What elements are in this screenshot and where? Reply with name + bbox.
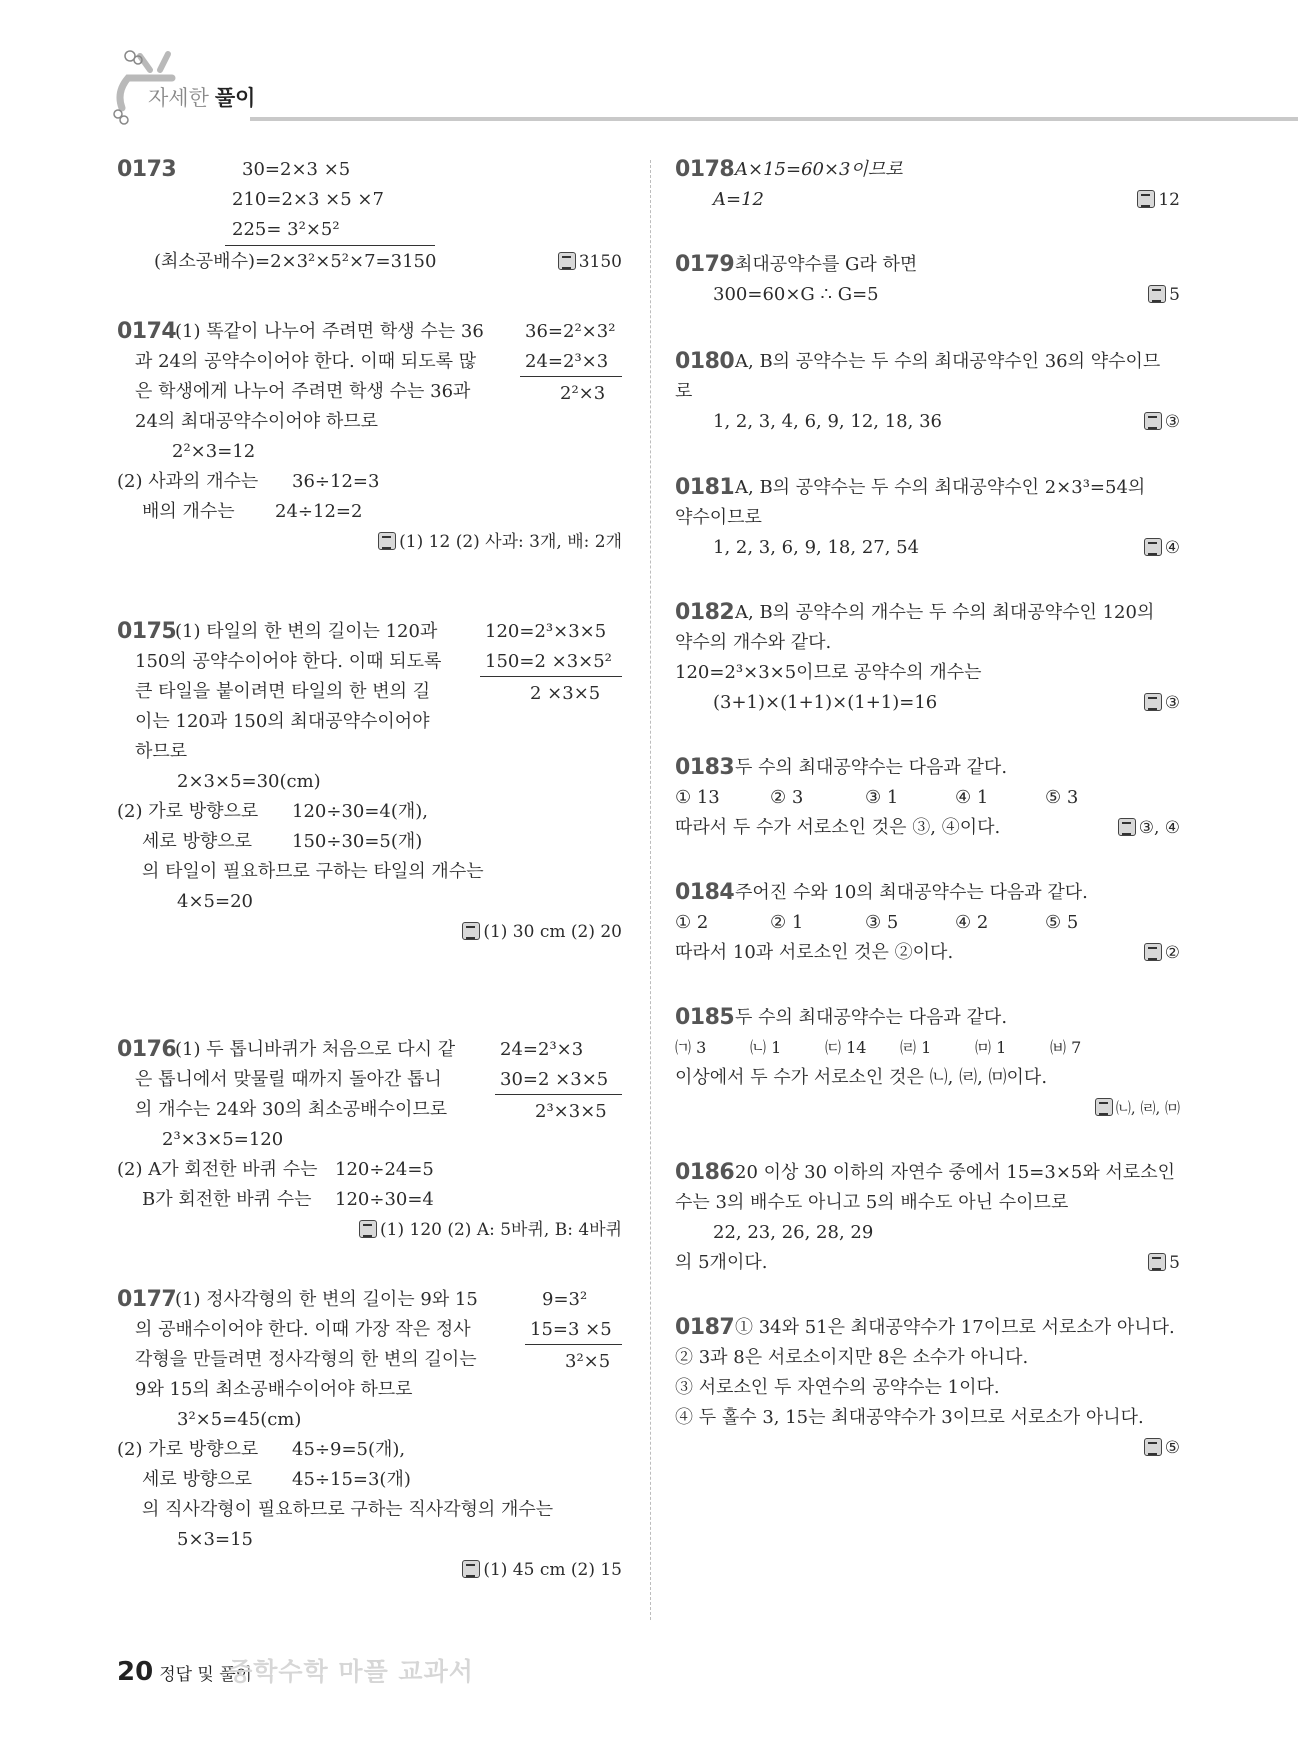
answer-mark-icon [462, 922, 480, 940]
text-line: 이상에서 두 수가 서로소인 것은 ㈁, ㈃, ㈄이다. [675, 1067, 1048, 1088]
text-line: ④ 두 홀수 3, 15는 최대공약수가 3이므로 서로소가 아니다. [675, 1407, 1144, 1428]
text-line: 120÷24=5 [335, 1159, 434, 1180]
text-line: 은 톱니에서 맞물릴 때까지 돌아간 톱니 [135, 1069, 442, 1090]
factor-line: 2³×3×5 [535, 1101, 607, 1122]
header-rule [250, 117, 1298, 121]
text-line: (2) A가 회전한 바퀴 수는 [117, 1159, 318, 1180]
answer: (1) 30 cm (2) 20 [462, 917, 622, 947]
text-line: A=12 [713, 189, 764, 210]
text-line: 9와 15의 최소공배수이어야 하므로 [135, 1379, 413, 1400]
option: ③ 1 [865, 787, 899, 808]
option: ② 1 [770, 912, 804, 933]
text-line: 세로 방향으로 [142, 831, 253, 852]
text-line: 3²×5=45(cm) [177, 1409, 302, 1430]
text-line: 120÷30=4(개), [292, 801, 429, 822]
factor-rule [225, 245, 435, 246]
answer-mark-icon [378, 532, 396, 550]
text-line: ② 3과 8은 서로소이지만 8은 소수가 아니다. [675, 1347, 1029, 1368]
text-line: 150÷30=5(개) [292, 831, 423, 852]
text-line: 150의 공약수이어야 한다. 이때 되도록 [135, 651, 442, 672]
factor-line: 120=2³×3×5 [485, 621, 607, 642]
factor-line: 225= 3²×5² [232, 219, 340, 240]
page-number: 20 [117, 1657, 154, 1687]
text-line: A×15=60×3이므로 [735, 159, 903, 180]
option: ㈀ 3 [675, 1038, 707, 1057]
text-line: 120÷30=4 [335, 1189, 434, 1210]
text-line: 120=2³×3×5이므로 공약수의 개수는 [675, 662, 982, 683]
text-line: (3+1)×(1+1)×(1+1)=16 [713, 692, 938, 713]
answer: ③ [1144, 688, 1180, 718]
text-line: 4×5=20 [177, 891, 253, 912]
text-line: (1) 두 톱니바퀴가 처음으로 다시 같 [175, 1039, 456, 1060]
text-line: 의 개수는 24와 30의 최소공배수이므로 [135, 1099, 448, 1120]
text-line: (1) 정사각형의 한 변의 길이는 9와 15 [175, 1289, 478, 1310]
text-line: 36÷12=3 [292, 471, 380, 492]
answer: 12 [1137, 185, 1180, 215]
option: ㈁ 1 [750, 1038, 782, 1057]
text-line: 2³×3×5=120 [162, 1129, 284, 1150]
factor-line: 3²×5 [565, 1351, 611, 1372]
text-line: 45÷15=3(개) [292, 1469, 411, 1490]
text-line: B가 회전한 바퀴 수는 [142, 1189, 312, 1210]
option: ② 3 [770, 787, 804, 808]
text-line: 1, 2, 3, 6, 9, 18, 27, 54 [713, 537, 920, 558]
answer-mark-icon [1144, 693, 1162, 711]
text-line: A, B의 공약수의 개수는 두 수의 최대공약수인 120의 [735, 602, 1155, 623]
option: ㈂ 14 [825, 1038, 867, 1057]
problem-number: 0180 [675, 349, 735, 374]
answer-mark-icon [1118, 818, 1136, 836]
text-line: (1) 타일의 한 변의 길이는 120과 [175, 621, 438, 642]
text-line: 최대공약수를 G라 하면 [735, 254, 918, 275]
page-footer [117, 1652, 474, 1686]
problem-number: 0185 [675, 1005, 735, 1030]
answer-mark-icon [462, 1560, 480, 1578]
text-line: 5×3=15 [177, 1529, 253, 1550]
problem-number: 0182 [675, 600, 735, 625]
option: ④ 2 [955, 912, 989, 933]
problem-number: 0178 [675, 157, 735, 182]
option: ⑤ 3 [1045, 787, 1079, 808]
page-header [0, 0, 1298, 140]
option: ① 2 [675, 912, 709, 933]
answer-mark-icon [1137, 190, 1155, 208]
option: ③ 5 [865, 912, 899, 933]
answer-mark-icon [1095, 1098, 1113, 1116]
factor-line: 30=2×3 ×5 [242, 159, 351, 180]
factor-line: 36=2²×3² [525, 321, 616, 342]
factor-line: 2²×3 [560, 383, 606, 404]
text-line: 의 5개이다. [675, 1252, 768, 1273]
factor-line: 150=2 ×3×5² [485, 651, 612, 672]
problem-number: 0184 [675, 880, 735, 905]
problem-number: 0187 [675, 1315, 735, 1340]
text-line: 의 공배수이어야 한다. 이때 가장 작은 정사 [135, 1319, 471, 1340]
footer-label: 정답 및 풀이 [159, 1665, 253, 1685]
text-line: 로 [675, 381, 693, 402]
answer: 3150 [558, 247, 622, 277]
answer-mark-icon [1148, 285, 1166, 303]
factor-rule [525, 1344, 622, 1345]
factor-line: 24=2³×3 [500, 1039, 584, 1060]
text-line: (2) 가로 방향으로 [117, 1439, 259, 1460]
problem-number: 0173 [117, 157, 177, 182]
answer: 5 [1148, 1248, 1180, 1278]
answer: 5 [1148, 280, 1180, 310]
footer-brand: 중학수학 마플 교과서 [228, 1657, 474, 1686]
text-line: 의 직사각형이 필요하므로 구하는 직사각형의 개수는 [142, 1499, 554, 1520]
answer: ⑤ [1144, 1433, 1180, 1463]
problem-number: 0175 [117, 619, 177, 644]
answer: ② [1144, 938, 1180, 968]
text-line: 과 24의 공약수이어야 한다. 이때 되도록 많 [135, 351, 477, 372]
text-line: A, B의 공약수는 두 수의 최대공약수인 36의 약수이므 [735, 351, 1161, 372]
factor-line: 9=3² [542, 1289, 588, 1310]
answer: (1) 12 (2) 사과: 3개, 배: 2개 [378, 527, 622, 557]
text-line: 각형을 만들려면 정사각형의 한 변의 길이는 [135, 1349, 477, 1370]
answer-mark-icon [359, 1220, 377, 1238]
text-line: 2²×3=12 [172, 441, 256, 462]
text-line: 24÷12=2 [275, 501, 363, 522]
factor-line: 24=2³×3 [525, 351, 609, 372]
answer-mark-icon [1148, 1253, 1166, 1271]
text-line: (2) 사과의 개수는 [117, 471, 259, 492]
option: ⑤ 5 [1045, 912, 1079, 933]
problem-number: 0174 [117, 319, 177, 344]
factor-rule [520, 376, 622, 377]
result-line: (최소공배수)=2×3²×5²×7=3150 [154, 251, 437, 272]
factor-line: 15=3 ×5 [530, 1319, 612, 1340]
problem-number: 0177 [117, 1287, 177, 1312]
answer: ③, ④ [1118, 813, 1180, 843]
text-line: 22, 23, 26, 28, 29 [713, 1222, 874, 1243]
problem-number: 0186 [675, 1160, 735, 1185]
text-line: 주어진 수와 10의 최대공약수는 다음과 같다. [735, 882, 1088, 903]
answer-mark-icon [1144, 1438, 1162, 1456]
text-line: 45÷9=5(개), [292, 1439, 406, 1460]
answer-mark-icon [1144, 943, 1162, 961]
text-line: 두 수의 최대공약수는 다음과 같다. [735, 1007, 1008, 1028]
factor-line: 2 ×3×5 [530, 683, 601, 704]
text-line: 세로 방향으로 [142, 1469, 253, 1490]
answer-mark-icon [1144, 412, 1162, 430]
text-line: 두 수의 최대공약수는 다음과 같다. [735, 757, 1008, 778]
option: ④ 1 [955, 787, 989, 808]
factor-rule [480, 676, 622, 677]
text-line: 따라서 10과 서로소인 것은 ②이다. [675, 942, 954, 963]
problem-number: 0179 [675, 252, 735, 277]
problem-number: 0181 [675, 475, 735, 500]
text-line: ③ 서로소인 두 자연수의 공약수는 1이다. [675, 1377, 1000, 1398]
text-line: 24의 최대공약수이어야 하므로 [135, 411, 379, 432]
answer: (1) 45 cm (2) 15 [462, 1555, 622, 1585]
text-line: 수는 3의 배수도 아니고 5의 배수도 아닌 수이므로 [675, 1192, 1069, 1213]
text-line: 300=60×G ∴ G=5 [713, 284, 879, 305]
text-line: 1, 2, 3, 4, 6, 9, 12, 18, 36 [713, 411, 942, 432]
answer-mark-icon [558, 252, 576, 270]
text-line: 하므로 [135, 741, 188, 762]
text-line: A, B의 공약수는 두 수의 최대공약수인 2×3³=54의 [735, 477, 1146, 498]
factor-line: 30=2 ×3×5 [500, 1069, 609, 1090]
text-line: 큰 타일을 붙이려면 타일의 한 변의 길 [135, 681, 431, 702]
answer: ④ [1144, 533, 1180, 563]
option: ㈅ 7 [1050, 1038, 1082, 1057]
problem-number: 0183 [675, 755, 735, 780]
factor-line: 210=2×3 ×5 ×7 [232, 189, 384, 210]
option: ㈄ 1 [975, 1038, 1007, 1057]
answer: (1) 120 (2) A: 5바퀴, B: 4바퀴 [359, 1215, 622, 1245]
answer: ③ [1144, 407, 1180, 437]
text-line: 약수의 개수와 같다. [675, 632, 832, 653]
option: ㈃ 1 [900, 1038, 932, 1057]
column-divider [650, 160, 651, 1620]
text-line: 의 타일이 필요하므로 구하는 타일의 개수는 [142, 861, 484, 882]
text-line: 약수이므로 [675, 507, 762, 528]
text-line: 은 학생에게 나누어 주려면 학생 수는 36과 [135, 381, 471, 402]
answer: ㈁, ㈃, ㈄ [1095, 1093, 1180, 1123]
text-line: ① 34와 51은 최대공약수가 17이므로 서로소가 아니다. [735, 1317, 1175, 1338]
text-line: 배의 개수는 [142, 501, 235, 522]
text-line: 이는 120과 150의 최대공약수이어야 [135, 711, 430, 732]
page-title: 자세한 풀이 [148, 86, 256, 110]
answer-mark-icon [1144, 538, 1162, 556]
text-line: 따라서 두 수가 서로소인 것은 ③, ④이다. [675, 817, 1001, 838]
text-line: 2×3×5=30(cm) [177, 771, 321, 792]
text-line: (1) 똑같이 나누어 주려면 학생 수는 36 [175, 321, 484, 342]
problem-number: 0176 [117, 1037, 177, 1062]
text-line: 20 이상 30 이하의 자연수 중에서 15=3×5와 서로소인 [735, 1162, 1176, 1183]
factor-rule [495, 1094, 622, 1095]
text-line: (2) 가로 방향으로 [117, 801, 259, 822]
option: ① 13 [675, 787, 720, 808]
